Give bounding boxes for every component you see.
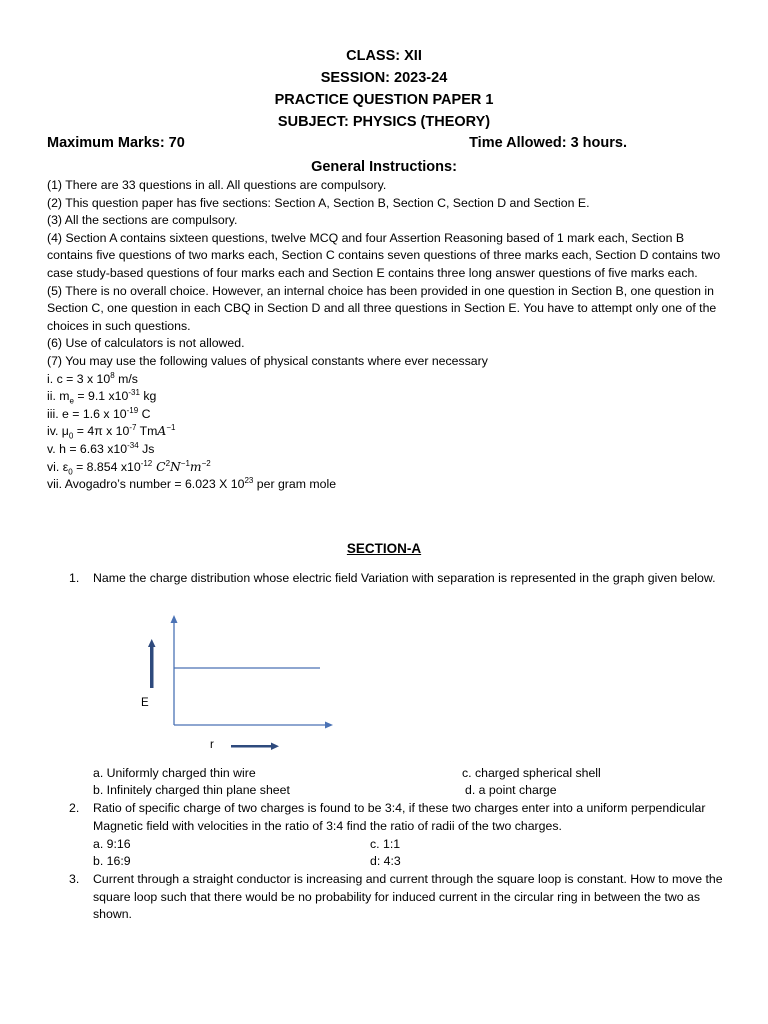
e-direction-arrow-shaft	[150, 644, 154, 688]
class-heading: CLASS: XII	[346, 48, 422, 64]
q2-option-b: b. 16:9	[93, 854, 131, 868]
question-number: 2.	[69, 801, 80, 815]
constant-eps0: vi. $\varepsilon_0 = 8.854$ $x10^{-12}$ $C^2N^{-1}m^{-2}$	[47, 458, 211, 476]
q1-option-a: a. Uniformly charged thin wire	[93, 766, 256, 780]
question-text: Name the charge distribution whose electric field Variation with separation is represented in the graph given below.	[93, 571, 716, 585]
marks-time-row	[47, 135, 627, 155]
graph-x-label: r	[210, 739, 214, 751]
paper-heading: PRACTICE QUESTION PAPER 1	[274, 92, 494, 108]
question-text: Ratio of specific charge of two charges is found to be 3:4, if these two charges enter into a uniform perpendicular Magnetic field with velocities in the ratio of 3:4 find the ratio of radii of the two charges.	[93, 801, 706, 833]
maximum-marks: Maximum Marks: 70	[47, 135, 185, 151]
r-direction-arrow-shaft	[231, 745, 273, 748]
constant-avogadro: vii. Avogadro’s number = 6.023 X $10^{23}$ per gram mole	[47, 476, 337, 492]
time-allowed: Time Allowed: 3 hours.	[469, 135, 627, 151]
q2-option-d: d: 4:3	[370, 854, 401, 868]
general-instructions	[47, 177, 727, 494]
instructions-title: General Instructions:	[311, 159, 457, 175]
section-a-title: SECTION-A	[346, 541, 422, 556]
r-direction-arrowhead	[271, 743, 279, 751]
constant-h: v. h = 6.63 $x10^{-34}$ Js	[47, 440, 155, 456]
q1-option-b: b. Infinitely charged thin plane sheet	[93, 783, 290, 797]
instruction-6: (6) Use of calculators is not allowed.	[47, 336, 245, 351]
instruction-1: (1) There are 33 questions in all. All questions are compulsory.	[47, 178, 387, 192]
question-3	[69, 871, 729, 924]
constant-c: i. c = 3 x $10^8$ m/s	[47, 370, 138, 386]
question-2	[69, 800, 729, 835]
x-axis-arrowhead	[325, 722, 333, 729]
q2-option-a: a. 9:16	[93, 837, 131, 851]
q1-option-c: c. charged spherical shell	[462, 766, 601, 780]
e-direction-arrowhead	[148, 639, 156, 647]
constant-mu0: iv. $\mu_0 = 4\pi$ x $10^{-7}$ TmA$^{-1}$	[47, 423, 176, 441]
question-number: 3.	[69, 872, 80, 886]
graph-y-label: E	[141, 697, 149, 709]
constant-me: ii. $m_e = 9.1$ $x10^{-31}$ kg	[47, 388, 157, 406]
instruction-5: (5) There is no overall choice. However, an internal choice has been provided in one question in Section B, one question in Section C, one question in each CBQ in Section D and all three questions in Section E. You have to attempt only one of the choices in such questions.	[47, 283, 717, 333]
constant-e: iii. e = 1.6 x $10^{-19}$ C	[47, 405, 151, 421]
y-axis-arrowhead	[171, 615, 178, 623]
instruction-7: (7) You may use the following values of physical constants where ever necessary	[47, 353, 488, 368]
session-heading: SESSION: 2023-24	[320, 70, 448, 86]
subject-heading: SUBJECT: PHYSICS (THEORY)	[277, 114, 491, 130]
question-text: Current through a straight conductor is increasing and current through the square loop is constant. How to move the square loop such that there would be no probability for induced current in the circular ring in between the two as shown.	[93, 872, 723, 922]
q1-option-d: d. a point charge	[465, 783, 557, 797]
q2-option-c: c. 1:1	[370, 837, 401, 851]
question-number: 1.	[69, 571, 80, 585]
instruction-4: (4) Section A contains sixteen questions, twelve MCQ and four Assertion Reasoning based of 1 mark each, Section B contains five questions of two marks each, Section C contains seven questions of three marks each, Section D contains two case study-based questions of four marks each and Section E contains three long answer questions of five marks each.	[47, 230, 721, 280]
field-vs-distance-graph	[130, 612, 350, 757]
instruction-3: (3) All the sections are compulsory.	[47, 213, 238, 228]
instruction-2: (2) This question paper has five sections: Section A, Section B, Section C, Section D and Section E.	[47, 195, 590, 210]
question-1	[69, 570, 729, 588]
